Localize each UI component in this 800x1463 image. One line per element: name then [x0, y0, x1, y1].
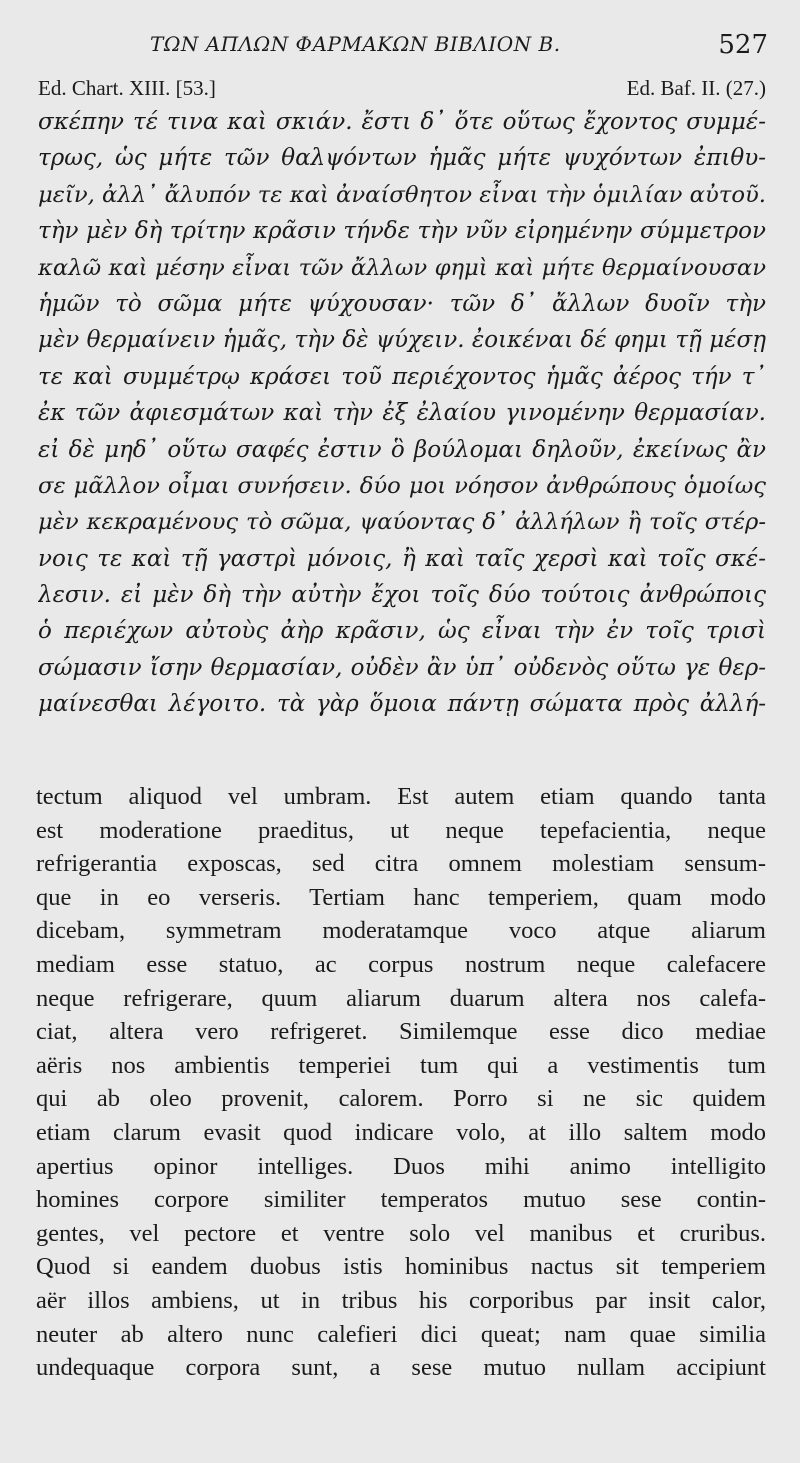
- greek-line: σε μᾶλλον οἶμαι συνήσειν. δύο μοι νόησον ἀνθρώπους ὁμοίως: [38, 472, 766, 499]
- greek-text-block: [38, 104, 766, 723]
- latin-line: mediam esse statuo, ac corpus nostrum neque calefacere: [36, 950, 766, 978]
- greek-line: μαίνεσθαι λέγοιτο. τὰ γὰρ ὅμοια πάντῃ σώματα πρὸς ἀλλή-: [38, 691, 766, 718]
- greek-line: ἡμῶν τὸ σῶμα μήτε ψύχουσαν· τῶν δ᾽ ἄλλων δυοῖν τὴν: [38, 290, 766, 317]
- greek-line: τὴν μὲν δὴ τρίτην κρᾶσιν τήνδε τὴν νῦν εἰρημένην σύμμετρον: [38, 218, 766, 245]
- latin-line: neque refrigerare, quum aliarum duarum altera nos calefa-: [36, 984, 766, 1012]
- latin-line: qui ab oleo provenit, calorem. Porro si ne sic quidem: [36, 1085, 766, 1113]
- edition-right: Ed. Baf. II. (27.): [626, 76, 766, 100]
- greek-line: εἰ δὲ μηδ᾽ οὕτω σαφές ἐστιν ὃ βούλομαι δηλοῦν, ἐκείνως ἂν: [38, 436, 766, 463]
- greek-line: σώμασιν ἴσην θερμασίαν, οὐδὲν ἂν ὑπ᾽ οὐδενὸς οὕτω γε θερ-: [38, 654, 766, 681]
- latin-line: que in eo verseris. Tertiam hanc temperiem, quam modo: [36, 883, 766, 911]
- latin-line: etiam clarum evasit quod indicare volo, at illo saltem modo: [36, 1118, 766, 1146]
- latin-line: aëris nos ambientis temperiei tum qui a vestimentis tum: [36, 1051, 766, 1079]
- greek-line: νοις τε καὶ τῇ γαστρὶ μόνοις, ἢ καὶ ταῖς χερσὶ καὶ τοῖς σκέ-: [38, 545, 766, 572]
- latin-line: gentes, vel pectore et ventre solo vel manibus et cruribus.: [36, 1219, 766, 1247]
- latin-line: dicebam, symmetram moderatamque voco atque aliarum: [36, 917, 766, 945]
- greek-line: σκέπην τέ τινα καὶ σκιάν. ἔστι δ᾽ ὅτε οὕτως ἔχοντος συμμέ-: [38, 109, 766, 135]
- greek-line: μὲν θερμαίνειν ἡμᾶς, τὴν δὲ ψύχειν. ἐοικέναι δέ φημι τῇ μέσῃ: [38, 327, 766, 354]
- greek-line: μεῖν, ἀλλ᾽ ἄλυπόν τε καὶ ἀναίσθητον εἶναι τὴν ὁμιλίαν αὐτοῦ.: [38, 181, 766, 208]
- greek-line: ὁ περιέχων αὐτοὺς ἀὴρ κρᾶσιν, ὡς εἶναι τὴν ἐν τοῖς τρισὶ: [38, 618, 766, 645]
- latin-line: est moderatione praeditus, ut neque tepefacientia, neque: [36, 816, 766, 844]
- greek-line: λεσιν. εἰ μὲν δὴ τὴν αὐτὴν ἔχοι τοῖς δύο τούτοις ἀνθρώποις: [38, 582, 766, 609]
- latin-line: aër illos ambiens, ut in tribus his corporibus par insit calor,: [36, 1286, 766, 1314]
- latin-line: homines corpore similiter temperatos mutuo sese contin-: [36, 1186, 766, 1214]
- greek-line: καλῶ καὶ μέσην εἶναι τῶν ἄλλων φημὶ καὶ μήτε θερμαίνουσαν: [38, 254, 766, 281]
- latin-line: Quod si eandem duobus istis hominibus nactus sit temperiem: [36, 1253, 766, 1281]
- greek-line: τε καὶ συμμέτρῳ κράσει τοῦ περιέχοντος ἡμᾶς ἀέρος τήν τ᾽: [38, 363, 766, 390]
- latin-line: tectum aliquod vel umbram. Est autem etiam quando tanta: [36, 783, 766, 810]
- latin-line: undequaque corpora sunt, a sese mutuo nullam accipiunt: [36, 1354, 766, 1382]
- latin-text-block: [36, 780, 766, 1385]
- running-head: [0, 30, 800, 64]
- edition-left: Ed. Chart. XIII. [53.]: [38, 76, 216, 100]
- latin-line: ciat, altera vero refrigeret. Similemque esse dico mediae: [36, 1018, 766, 1046]
- greek-line: τρως, ὡς μήτε τῶν θαλψόντων ἡμᾶς μήτε ψυχόντων ἐπιθυ-: [38, 145, 766, 172]
- latin-line: refrigerantia exposcas, sed citra omnem molestiam sensum-: [36, 850, 766, 878]
- page-number: 527: [718, 30, 768, 60]
- latin-line: neuter ab altero nunc calefieri dici queat; nam quae similia: [36, 1320, 766, 1348]
- latin-line: apertius opinor intelliges. Duos mihi animo intelligito: [36, 1152, 766, 1180]
- edition-reference: [0, 76, 800, 106]
- greek-line: μὲν κεκραμένους τὸ σῶμα, ψαύοντας δ᾽ ἀλλήλων ἢ τοῖς στέρ-: [38, 509, 766, 536]
- greek-line: ἐκ τῶν ἀφιεσμάτων καὶ τὴν ἐξ ἐλαίου γινομένην θερμασίαν.: [38, 400, 766, 427]
- running-title: ΤΩΝ ΑΠΛΩΝ ΦΑΡΜΑΚΩΝ ΒΙΒΛΙΟΝ Β.: [150, 32, 561, 56]
